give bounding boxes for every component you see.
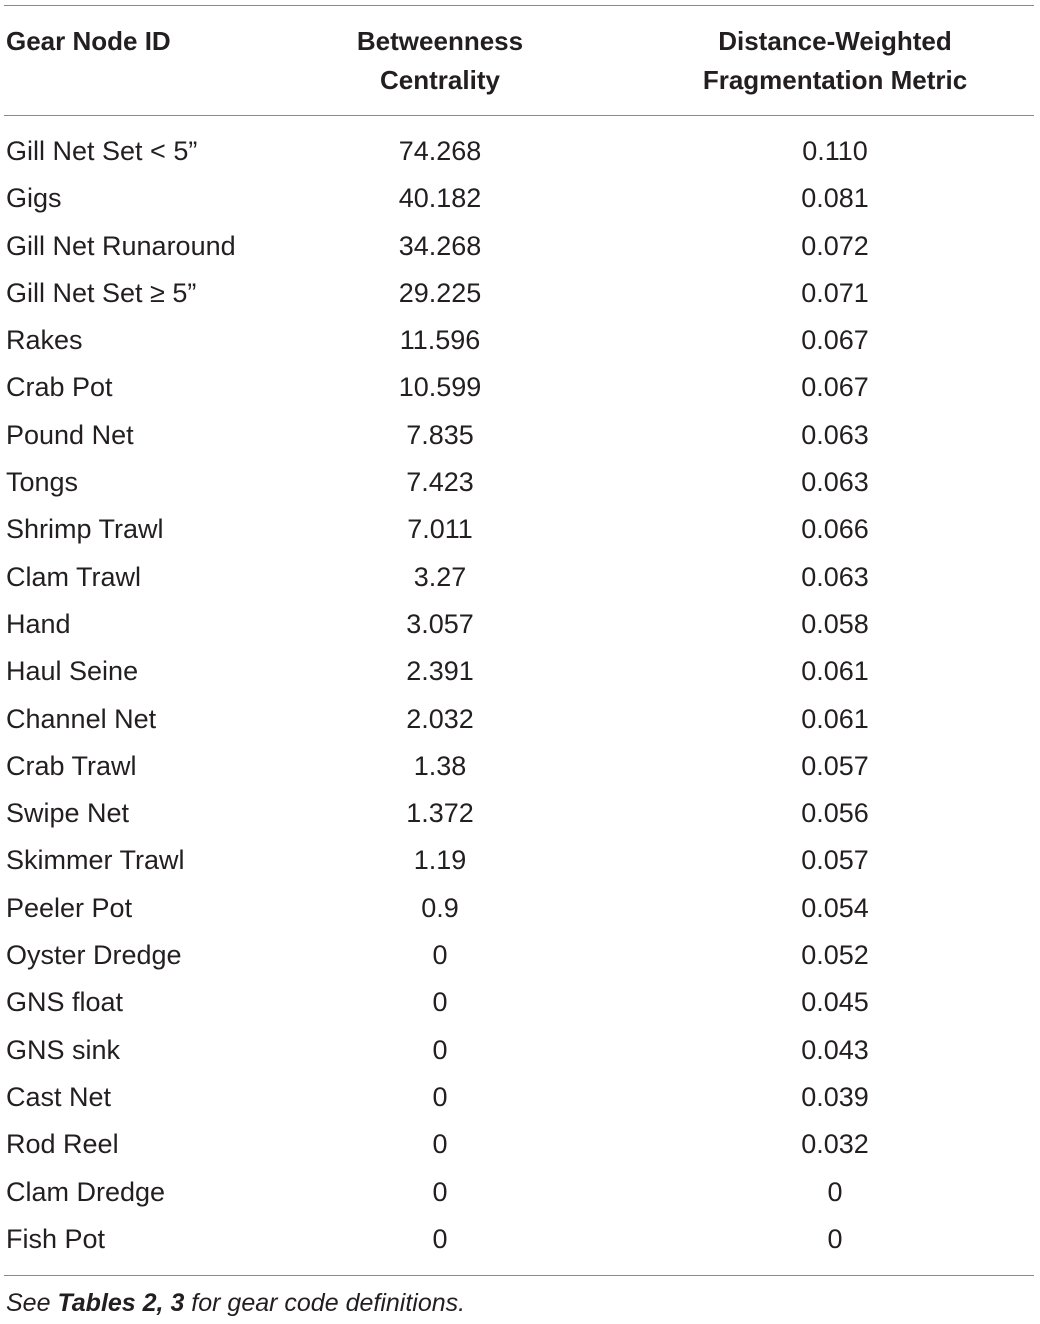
cell-fragmentation-metric: 0.052 <box>801 940 869 971</box>
cell-gear-node-id: Clam Trawl <box>6 561 142 592</box>
cell-fragmentation-metric: 0.072 <box>801 230 869 261</box>
cell-gear-node-id: Fish Pot <box>6 1223 106 1254</box>
cell-betweenness-centrality: 0 <box>432 1034 448 1065</box>
cell-fragmentation-metric: 0.054 <box>801 892 869 923</box>
cell-gear-node-id: GNS sink <box>6 1034 121 1065</box>
cell-gear-node-id: Cast Net <box>6 1081 112 1112</box>
cell-betweenness-centrality: 0 <box>432 940 448 971</box>
cell-betweenness-centrality: 0 <box>432 1223 448 1254</box>
header-betweenness-line2: Centrality <box>380 65 500 95</box>
cell-gear-node-id: Gill Net Set < 5” <box>6 136 198 166</box>
cell-fragmentation-metric: 0.045 <box>801 987 869 1018</box>
cell-fragmentation-metric: 0.081 <box>801 183 869 214</box>
table-top-rule <box>4 5 1034 6</box>
table-row <box>0 1121 1040 1168</box>
cell-betweenness-centrality: 29.225 <box>398 277 482 308</box>
cell-betweenness-centrality: 2.391 <box>406 656 474 687</box>
cell-betweenness-centrality: 74.268 <box>398 136 482 166</box>
cell-gear-node-id: Rod Reel <box>6 1129 119 1160</box>
cell-fragmentation-metric: 0.063 <box>801 467 869 498</box>
cell-gear-node-id: Tongs <box>6 467 79 498</box>
cell-fragmentation-metric: 0.063 <box>801 561 869 592</box>
cell-fragmentation-metric: 0 <box>827 1176 843 1207</box>
cell-betweenness-centrality: 3.057 <box>406 608 474 639</box>
table-row <box>0 223 1040 270</box>
table-row <box>0 412 1040 459</box>
table-row <box>0 932 1040 979</box>
cell-betweenness-centrality: 0 <box>432 1081 448 1112</box>
cell-betweenness-centrality: 2.032 <box>406 703 474 734</box>
cell-fragmentation-metric: 0.067 <box>801 372 869 403</box>
table-row <box>0 648 1040 695</box>
cell-betweenness-centrality: 7.835 <box>406 419 474 450</box>
cell-gear-node-id: Crab Trawl <box>6 750 137 781</box>
cell-fragmentation-metric: 0.057 <box>801 750 869 781</box>
header-betweenness-line1: Betweenness <box>356 26 524 56</box>
cell-betweenness-centrality: 1.372 <box>406 798 474 829</box>
cell-fragmentation-metric: 0.061 <box>801 656 869 687</box>
footnote-table-reference[interactable]: Tables 2, 3 <box>57 1289 185 1317</box>
table-row <box>0 506 1040 553</box>
cell-gear-node-id: Gigs <box>6 183 62 214</box>
cell-gear-node-id: Skimmer Trawl <box>6 845 185 876</box>
header-bottom-rule <box>4 115 1034 116</box>
footnote-prefix: See <box>6 1289 58 1317</box>
table-header <box>0 22 1040 106</box>
cell-fragmentation-metric: 0.063 <box>801 419 869 450</box>
cell-gear-node-id: Haul Seine <box>6 656 139 687</box>
cell-betweenness-centrality: 1.38 <box>413 750 467 781</box>
cell-gear-node-id: Peeler Pot <box>6 892 133 923</box>
table-row <box>0 979 1040 1026</box>
header-betweenness-centrality <box>300 22 580 100</box>
cell-fragmentation-metric: 0.066 <box>801 514 869 545</box>
cell-gear-node-id: Rakes <box>6 325 83 356</box>
cell-fragmentation-metric: 0.032 <box>801 1129 869 1160</box>
cell-betweenness-centrality: 0 <box>432 1129 448 1160</box>
table-row <box>0 317 1040 364</box>
table-row <box>0 696 1040 743</box>
table-row <box>0 601 1040 648</box>
table-row <box>0 128 1040 175</box>
table-row <box>0 743 1040 790</box>
cell-betweenness-centrality: 7.423 <box>406 467 474 498</box>
table-row <box>0 1216 1040 1263</box>
cell-gear-node-id: Hand <box>6 608 71 639</box>
cell-betweenness-centrality: 0.9 <box>421 892 459 923</box>
header-fragmentation-metric <box>640 22 1030 100</box>
cell-betweenness-centrality: 40.182 <box>398 183 482 214</box>
table-row <box>0 1027 1040 1074</box>
cell-gear-node-id: Gill Net Set ≥ 5” <box>6 277 197 308</box>
cell-betweenness-centrality: 34.268 <box>398 230 482 261</box>
cell-fragmentation-metric: 0.039 <box>801 1081 869 1112</box>
cell-gear-node-id: Shrimp Trawl <box>6 514 164 545</box>
cell-betweenness-centrality: 11.596 <box>399 325 481 356</box>
cell-fragmentation-metric: 0.057 <box>801 845 869 876</box>
cell-fragmentation-metric: 0.071 <box>801 277 869 308</box>
table-bottom-rule <box>4 1275 1034 1276</box>
cell-gear-node-id: Crab Pot <box>6 372 113 403</box>
cell-fragmentation-metric: 0.110 <box>802 136 868 166</box>
header-gear-node-id: Gear Node ID <box>6 26 171 56</box>
table-row <box>0 837 1040 884</box>
cell-gear-node-id: Gill Net Runaround <box>6 230 236 261</box>
cell-betweenness-centrality: 10.599 <box>398 372 482 403</box>
header-fragmentation-line2: Fragmentation Metric <box>702 65 968 95</box>
table-body <box>0 128 1040 1263</box>
table-row <box>0 1169 1040 1216</box>
table-footnote <box>6 1286 465 1320</box>
cell-betweenness-centrality: 0 <box>432 987 448 1018</box>
cell-gear-node-id: GNS float <box>6 987 124 1018</box>
table-row <box>0 554 1040 601</box>
table-row <box>0 364 1040 411</box>
table-row <box>0 270 1040 317</box>
footnote-suffix: for gear code definitions. <box>184 1289 466 1317</box>
cell-betweenness-centrality: 0 <box>432 1176 448 1207</box>
cell-fragmentation-metric: 0.056 <box>801 798 869 829</box>
cell-fragmentation-metric: 0.043 <box>801 1034 869 1065</box>
table-row <box>0 175 1040 222</box>
cell-betweenness-centrality: 7.011 <box>407 514 473 545</box>
cell-fragmentation-metric: 0 <box>827 1223 843 1254</box>
cell-gear-node-id: Oyster Dredge <box>6 940 182 971</box>
table-row <box>0 459 1040 506</box>
cell-fragmentation-metric: 0.067 <box>801 325 869 356</box>
cell-gear-node-id: Pound Net <box>6 419 134 450</box>
table-row <box>0 1074 1040 1121</box>
cell-fragmentation-metric: 0.058 <box>801 608 869 639</box>
cell-gear-node-id: Clam Dredge <box>6 1176 166 1207</box>
cell-gear-node-id: Channel Net <box>6 703 157 734</box>
cell-betweenness-centrality: 1.19 <box>413 845 467 876</box>
table-row <box>0 790 1040 837</box>
cell-gear-node-id: Swipe Net <box>6 798 130 829</box>
header-fragmentation-line1: Distance-Weighted <box>718 26 952 56</box>
table-row <box>0 885 1040 932</box>
cell-betweenness-centrality: 3.27 <box>413 561 467 592</box>
cell-fragmentation-metric: 0.061 <box>801 703 869 734</box>
